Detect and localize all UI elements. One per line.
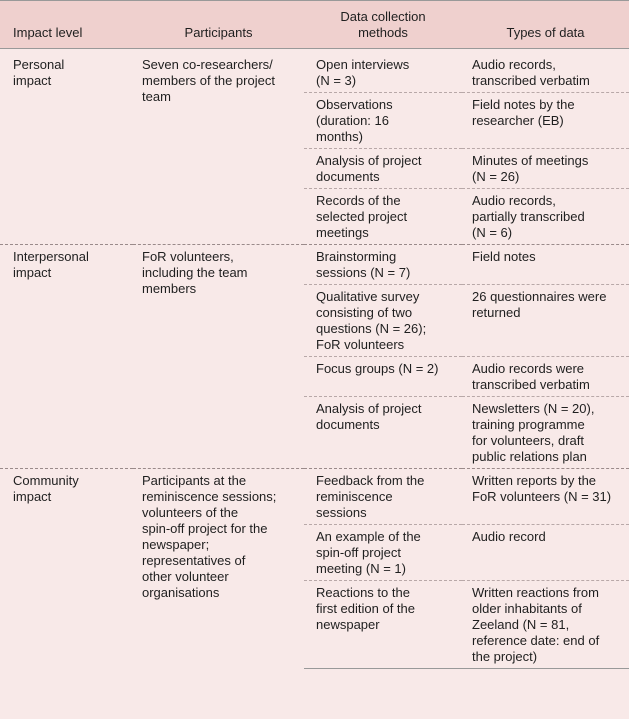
participants-cell: Participants at the reminiscence sessions; volunteers of the spin-off project for the newspaper; representatives of other volunteer organisations [133,469,304,669]
method-cell: Open interviews (N = 3) [316,57,410,88]
data-type-cell: Written reports by the FoR volunteers (N = 31) [462,469,629,525]
header-participants: Participants [133,1,304,49]
data-type-cell: Field notes [462,245,629,285]
data-type-cell: 26 questionnaires were returned [462,285,629,357]
table-row [0,245,629,285]
impact-level-cell: Community impact [0,469,133,669]
data-type-cell: Newsletters (N = 20), training programme for volunteers, draft public relations plan [462,397,629,469]
method-cell: Analysis of project documents [304,397,462,469]
method-cell: Analysis of project documents [304,149,462,189]
data-type-cell: Audio record [462,525,629,581]
header-row [0,1,629,49]
impact-level-cell: Personal impact [13,57,65,88]
impact-level-cell: Interpersonal impact [0,245,133,469]
header-types-of-data: Types of data [462,1,629,49]
participants-cell: FoR volunteers, including the team members [133,245,304,469]
data-type-cell: Audio records were transcribed verbatim [462,357,629,397]
method-cell: Observations (duration: 16 months) [304,93,462,149]
header-impact-level: Impact level [0,1,133,49]
header-data-collection-methods: Data collection methods [304,1,462,49]
method-cell: Reactions to the first edition of the newspaper [304,581,462,669]
method-cell: An example of the spin-off project meeting (N = 1) [304,525,462,581]
method-cell: Qualitative survey consisting of two questions (N = 26); FoR volunteers [304,285,462,357]
data-type-cell: Written reactions from older inhabitants of Zeeland (N = 81, reference date: end of the project) [462,581,629,669]
table-row [0,469,629,525]
method-cell: Focus groups (N = 2) [304,357,462,397]
data-type-cell: Audio records, partially transcribed (N = 6) [462,189,629,245]
data-type-cell: Audio records, transcribed verbatim [472,57,590,88]
method-cell: Feedback from the reminiscence sessions [304,469,462,525]
data-type-cell: Field notes by the researcher (EB) [462,93,629,149]
data-type-cell: Minutes of meetings (N = 26) [462,149,629,189]
table-row [0,49,629,93]
participants-cell: Seven co-researchers/ members of the project team [142,57,275,104]
method-cell: Brainstorming sessions (N = 7) [304,245,462,285]
method-cell: Records of the selected project meetings [304,189,462,245]
